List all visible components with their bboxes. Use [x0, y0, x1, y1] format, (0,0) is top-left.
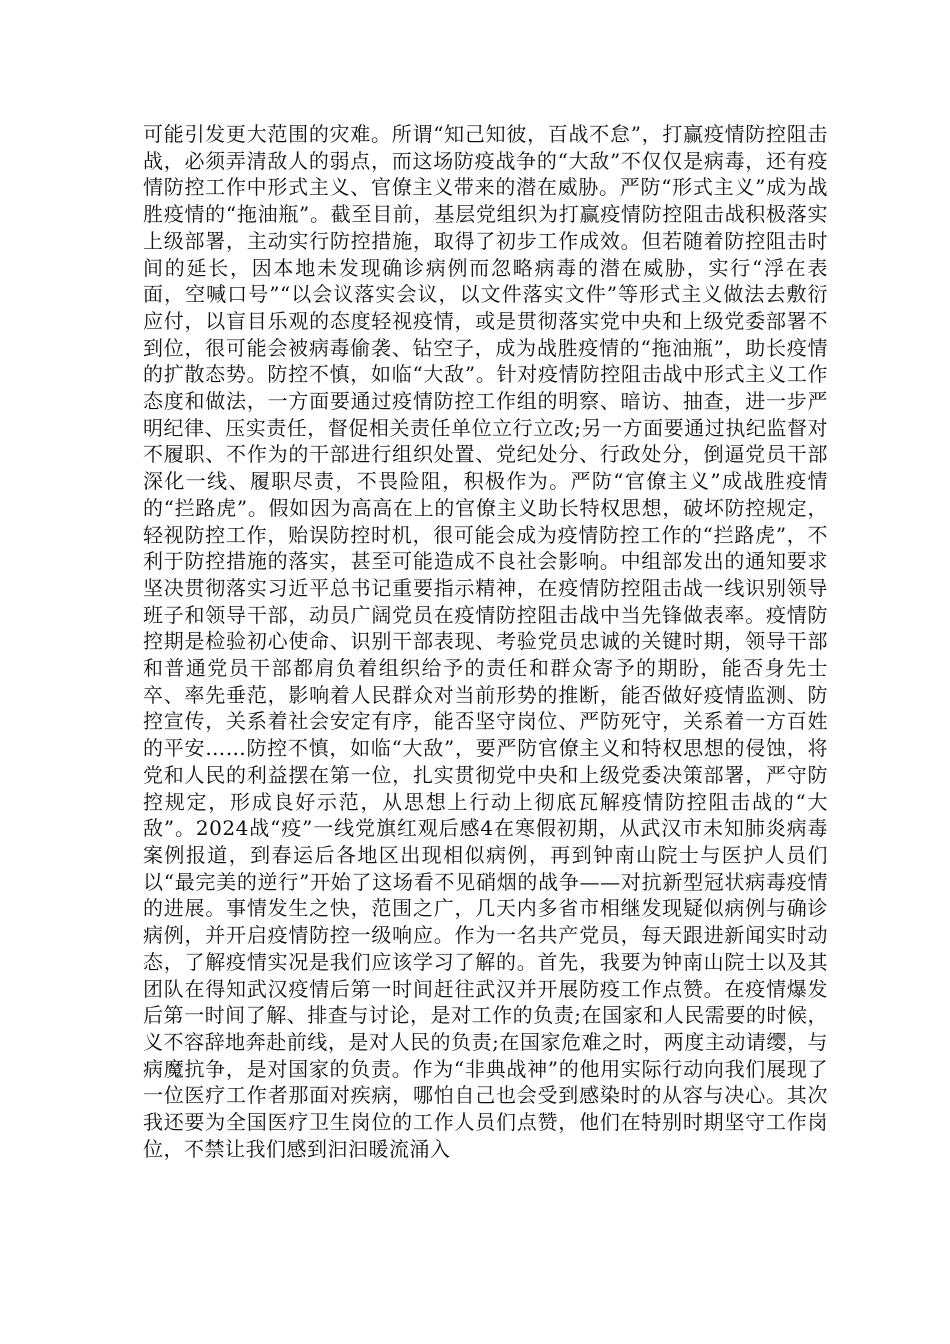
- body-paragraph: 可能引发更大范围的灾难。所谓“知己知彼，百战不怠”，打赢疫情防控阻击战，必须弄清敌人的弱点，而这场防疫战争的“大敌”不仅仅是病毒，还有疫情防控工作中形式主义、官僚主义带来的潜在威胁。严防“形式主义”成为战胜疫情的“拖油瓶”。截至目前，基层党组织为打赢疫情防控阻击战积极落实上级部署，主动实行防控措施，取得了初步工作成效。但若随着防控阻击时间的延长，因本地未发现确诊病例而忽略病毒的潜在威胁，实行“浮在表面，空喊口号”“以会议落实会议，以文件落实文件”等形式主义做法去敷衍应付，以盲目乐观的态度轻视疫情，或是贯彻落实党中央和上级党委部署不到位，很可能会被病毒偷袭、钻空子，成为战胜疫情的“拖油瓶”，助长疫情的扩散态势。防控不慎，如临“大敌”。针对疫情防控阻击战中形式主义工作态度和做法，一方面要通过疫情防控工作组的明察、暗访、抽查，进一步严明纪律、压实责任，督促相关责任单位立行立改;另一方面要通过执纪监督对不履职、不作为的干部进行组织处置、党纪处分、行政处分，倒逼党员干部深化一线、履职尽责，不畏险阻，积极作为。严防“官僚主义”成战胜疫情的“拦路虎”。假如因为高高在上的官僚主义助长特权思想，破坏防控规定，轻视防控工作，贻误防控时机，很可能会成为疫情防控工作的“拦路虎”，不利于防控措施的落实，甚至可能造成不良社会影响。中组部发出的通知要求坚决贯彻落实习近平总书记重要指示精神，在疫情防控阻击战一线识别领导班子和领导干部，动员广阔党员在疫情防控阻击战中当先锋做表率。疫情防控期是检验初心使命、识别干部表现、考验党员忠诚的关键时期，领导干部和普通党员干部都肩负着组织给予的责任和群众寄予的期盼，能否身先士卒、率先垂范，影响着人民群众对当前形势的推断，能否做好疫情监测、防控宣传，关系着社会安定有序，能否坚守岗位、严防死守，关系着一方百姓的平安……防控不慎，如临“大敌”，要严防官僚主义和特权思想的侵蚀，将党和人民的利益摆在第一位，扎实贯彻党中央和上级党委决策部署，严守防控规定，形成良好示范，从思想上行动上彻底瓦解疫情防控阻击战的“大敌”。2024战“疫”一线党旗红观后感4在寒假初期，从武汉市未知肺炎病毒案例报道，到春运后各地区出现相似病例，再到钟南山院士与医护人员们以“最完美的逆行”开始了这场看不见硝烟的战争——对抗新型冠状病毒疫情的进展。事情发生之快，范围之广，几天内多省市相继发现疑似病例与确诊病例，并开启疫情防控一级响应。作为一名共产党员，每天跟进新闻实时动态，了解疫情实况是我们应该学习了解的。首先，我要为钟南山院士以及其团队在得知武汉疫情后第一时间赶往武汉并开展防疫工作点赞。在疫情爆发后第一时间了解、排查与讨论，是对工作的负责;在国家和人民需要的时候，义不容辞地奔赴前线，是对人民的负责;在国家危难之时，两度主动请缨，与病魔抗争，是对国家的负责。作为“非典战神”的他用实际行动向我们展现了一位医疗工作者那面对疾病，哪怕自己也会受到感染时的从容与决心。其次我还要为全国医疗卫生岗位的工作人员们点赞，他们在特别时期坚守工作岗位，不禁让我们感到汩汩暖流涌入: [143, 122, 828, 1161]
